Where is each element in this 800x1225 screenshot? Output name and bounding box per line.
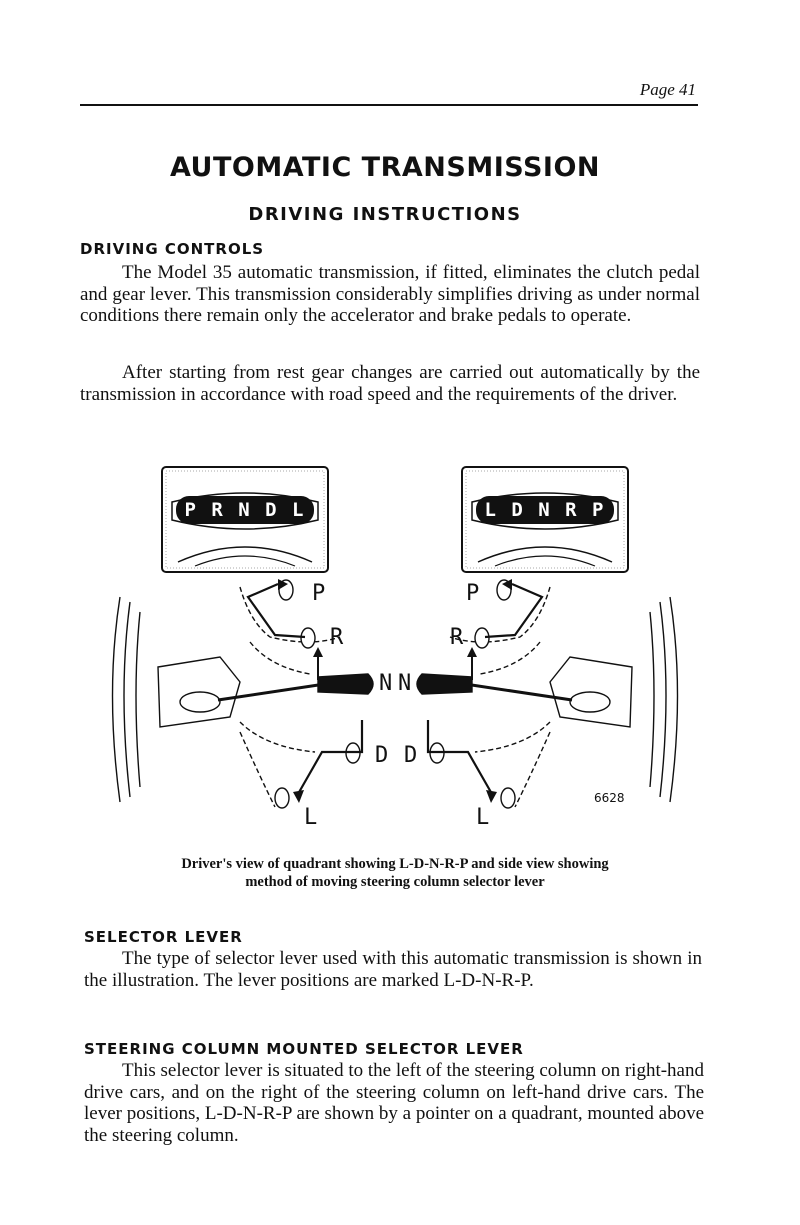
left-position-p: P <box>312 581 326 606</box>
page-title: AUTOMATIC TRANSMISSION <box>169 152 601 183</box>
right-position-n: N <box>398 671 412 696</box>
selector-lever-illustration <box>100 462 690 838</box>
right-quadrant-label: L D N R P <box>484 499 606 521</box>
caption-line-1: Driver's view of quadrant showing L-D-N-R-P and side view showing <box>181 856 609 872</box>
paragraph-steering-column: This selector lever is situated to the left of the steering column on right-hand drive cars, and on the right of the steering column on left-hand drive cars. The lever positions, L-D-N-R-P are shown by a pointer on a quadrant, mounted above the steering column. <box>84 1060 704 1146</box>
section-heading-steering-column: STEERING COLUMN MOUNTED SELECTOR LEVER <box>84 1040 524 1058</box>
paragraph-selector-lever: The type of selector lever used with this automatic transmission is shown in the illustration. The lever positions are marked L-D-N-R-P. <box>84 948 702 991</box>
header-rule <box>80 104 698 106</box>
right-position-l: L <box>476 805 490 830</box>
left-position-n: N <box>379 671 393 696</box>
figure-number: 6628 <box>594 791 625 805</box>
section-heading-selector-lever: SELECTOR LEVER <box>84 928 243 946</box>
caption-line-2: method of moving steering column selector lever <box>245 874 545 890</box>
paragraph-driving-controls-1: The Model 35 automatic transmission, if fitted, eliminates the clutch pedal and gear lever. This transmission considerably simplifies driving as under normal conditions there remain only the accelerator and brake pedals to operate. <box>80 262 700 326</box>
left-quadrant-label: P R N D L <box>184 499 306 521</box>
right-position-r: R <box>450 625 464 650</box>
page-number: Page 41 <box>639 80 696 99</box>
left-position-d: D <box>375 743 389 768</box>
left-column-side-view <box>113 579 374 808</box>
figure-caption <box>110 855 680 891</box>
right-position-d: D <box>404 743 418 768</box>
left-position-r: R <box>330 625 344 650</box>
paragraph-driving-controls-2: After starting from rest gear changes are carried out automatically by the transmission in accordance with road speed and the requirements of the driver. <box>80 362 700 405</box>
left-quadrant-view <box>162 467 328 572</box>
page-subtitle: DRIVING INSTRUCTIONS <box>248 204 522 225</box>
right-column-side-view <box>417 579 678 808</box>
right-position-p: P <box>466 581 480 606</box>
right-quadrant-view <box>462 467 628 572</box>
left-position-l: L <box>304 805 318 830</box>
section-heading-driving-controls: DRIVING CONTROLS <box>80 240 265 258</box>
